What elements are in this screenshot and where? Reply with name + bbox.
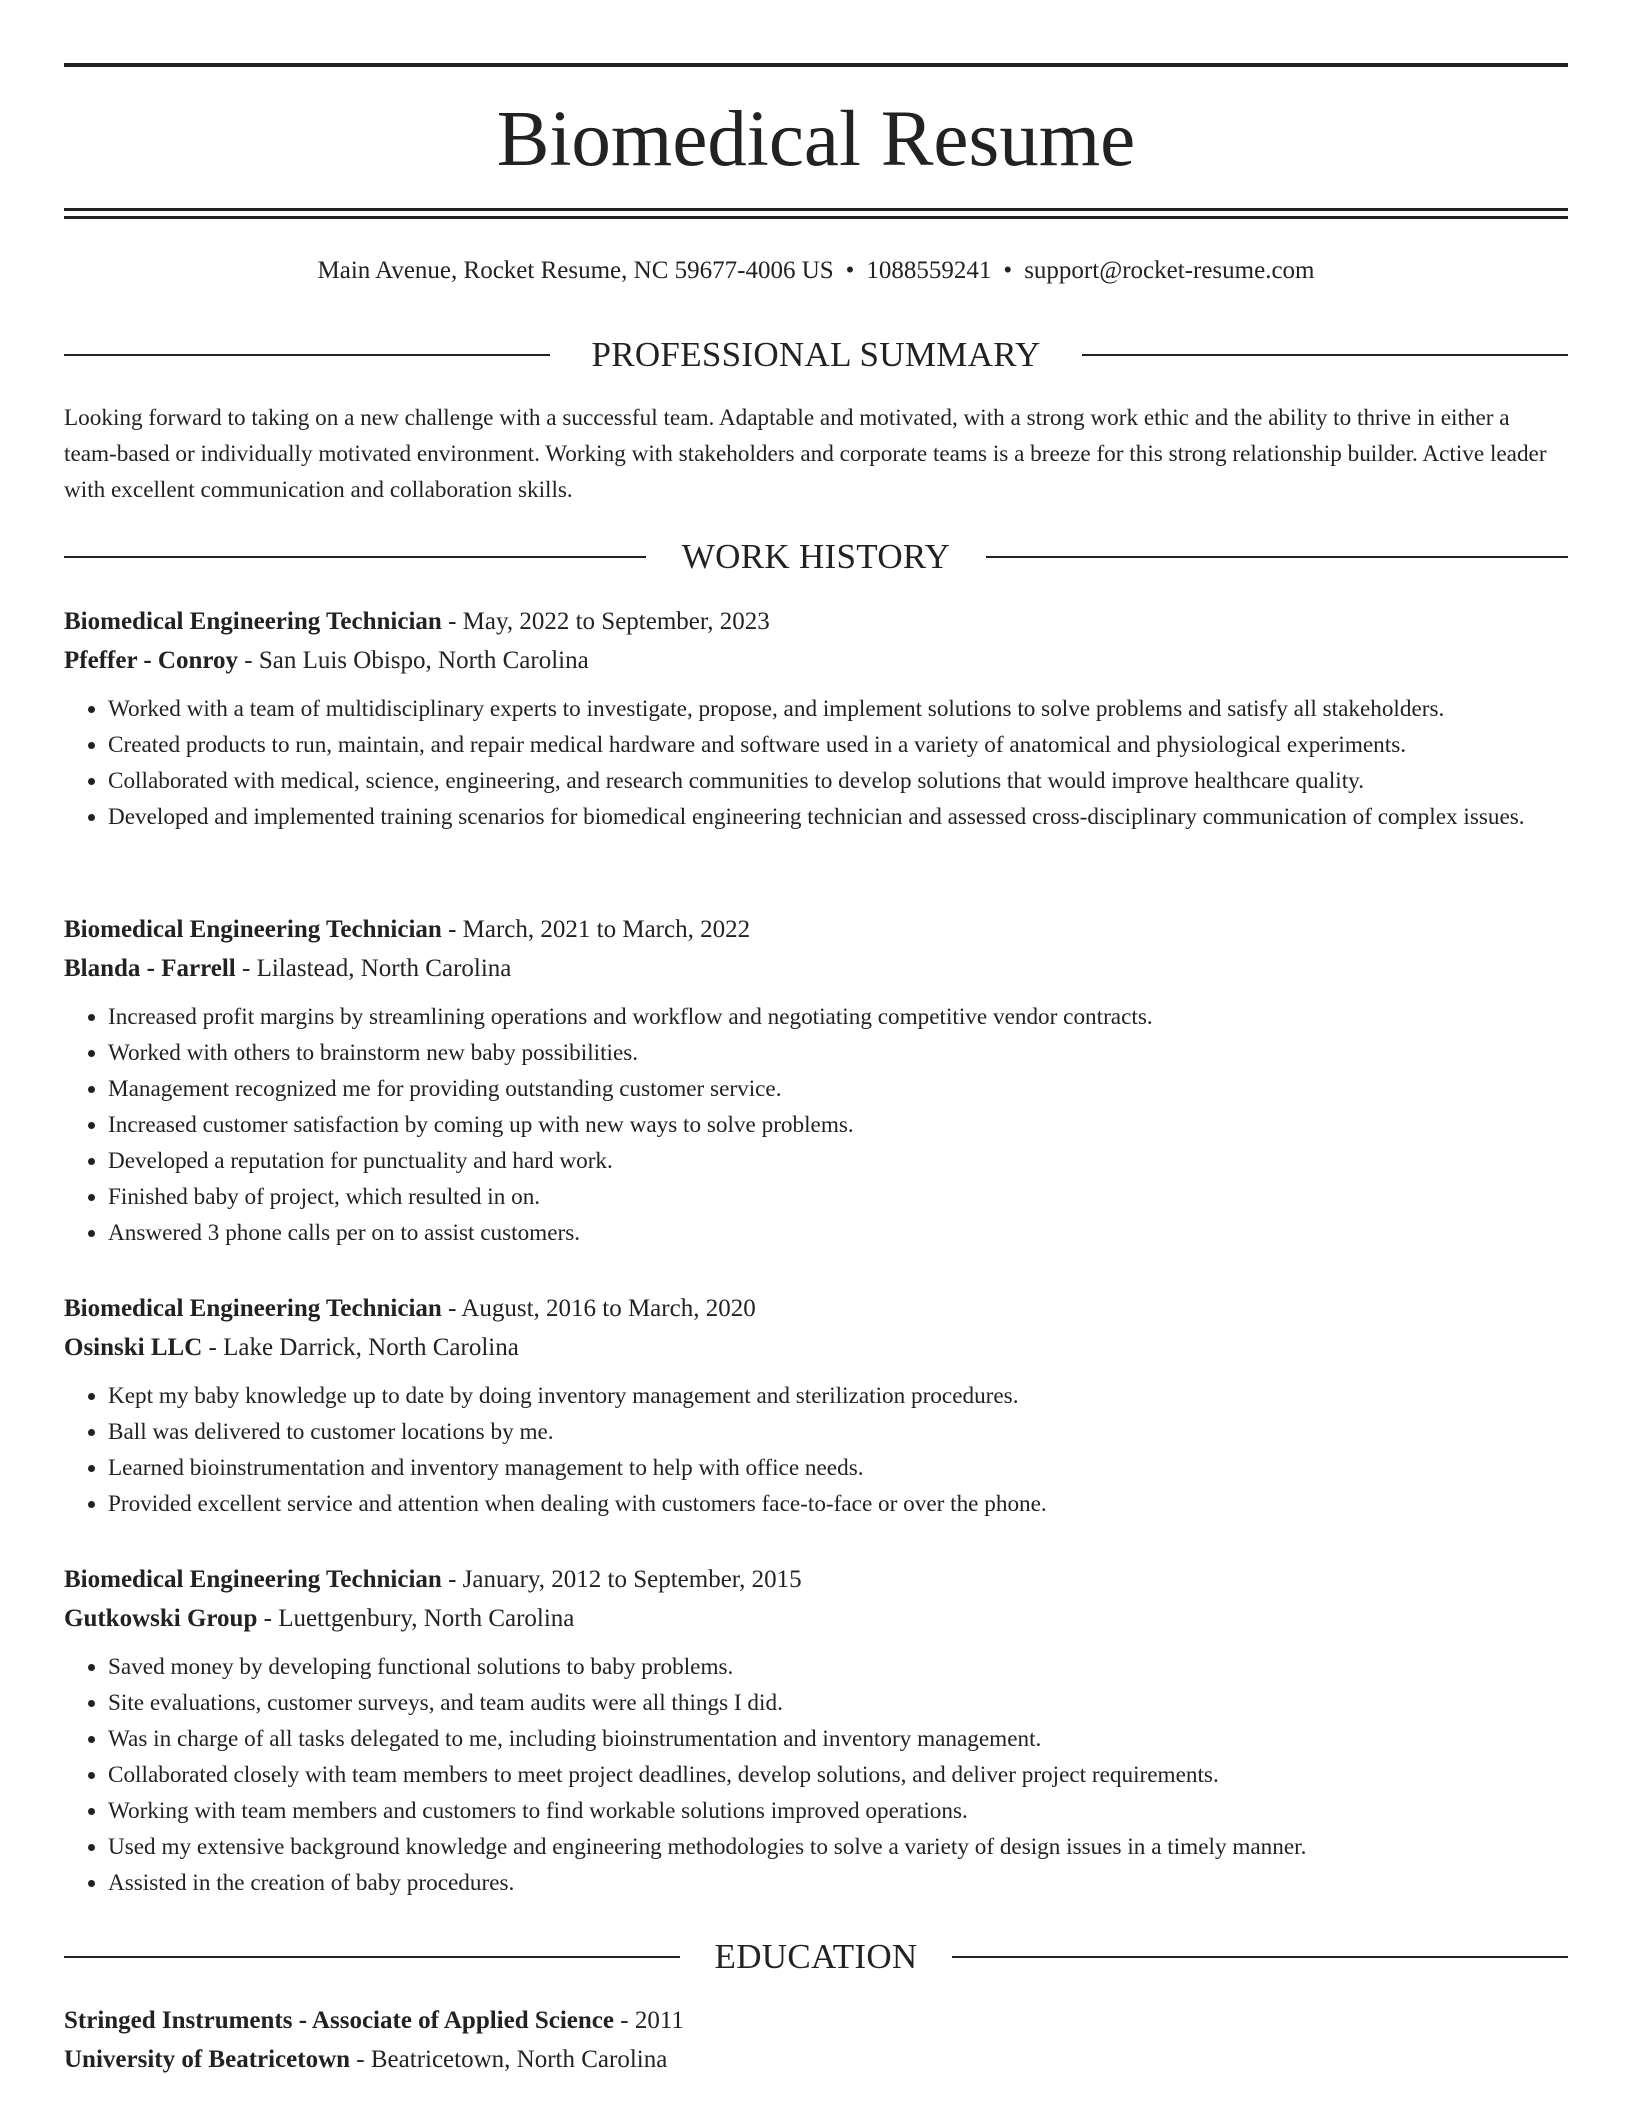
- list-item: • Kept my baby knowledge up to date by doing inventory management and sterilization procedures.: [108, 1378, 1568, 1414]
- title-rule-lower: [64, 216, 1568, 219]
- job-entry: [64, 910, 1568, 1251]
- job-role-line: Biomedical Engineering Technician - March, 2021 to March, 2022: [64, 916, 751, 943]
- education-degree-line: Stringed Instruments - Associate of Applied Science - 2011: [64, 2007, 684, 2034]
- contact-line: [64, 254, 1568, 288]
- job-company-line: Gutkowski Group - Luettgenbury, North Carolina: [64, 1605, 575, 1632]
- contact-email[interactable]: support@rocket-resume.com: [1024, 257, 1315, 284]
- job-company: Blanda - Farrell: [64, 955, 236, 982]
- list-item: • Increased profit margins by streamlining operations and workflow and negotiating competitive vendor contracts.: [108, 999, 1568, 1035]
- section-heading-summary: [64, 333, 1568, 377]
- list-item: • Saved money by developing functional solutions to baby problems.: [108, 1649, 1568, 1685]
- job-location: Luettgenbury, North Carolina: [278, 1605, 575, 1632]
- section-heading-work: [64, 535, 1568, 579]
- job-bullets: [64, 1649, 1568, 1901]
- contact-separator: •: [845, 257, 855, 284]
- list-item: • Finished baby of project, which resulted in on.: [108, 1179, 1568, 1215]
- top-rule: [64, 63, 1568, 67]
- section-title-work: WORK HISTORY: [681, 537, 951, 576]
- job-location: Lake Darrick, North Carolina: [223, 1334, 519, 1361]
- list-item: • Ball was delivered to customer locations by me.: [108, 1414, 1568, 1450]
- list-item: • Collaborated closely with team members to meet project deadlines, develop solutions, and deliver project requirements.: [108, 1757, 1568, 1793]
- job-bullets: [64, 999, 1568, 1251]
- education-year: 2011: [634, 2007, 684, 2034]
- list-item: • Provided excellent service and attention when dealing with customers face-to-face or over the phone.: [108, 1486, 1568, 1522]
- job-dates: May, 2022 to September, 2023: [462, 608, 770, 635]
- job-role-line: Biomedical Engineering Technician - May, 2022 to September, 2023: [64, 608, 770, 635]
- job-dates: August, 2016 to March, 2020: [461, 1295, 756, 1322]
- job-role: Biomedical Engineering Technician: [64, 1566, 442, 1593]
- education-entry: [64, 2001, 1568, 2079]
- job-entry: [64, 602, 1568, 835]
- job-company-line: Pfeffer - Conroy - San Luis Obispo, North Carolina: [64, 647, 589, 674]
- job-company-line: Blanda - Farrell - Lilastead, North Carolina: [64, 955, 512, 982]
- list-item: • Worked with a team of multidisciplinary experts to investigate, propose, and implement solutions to solve problems and satisfy all stakeholders.: [108, 691, 1568, 727]
- job-bullets: [64, 1378, 1568, 1522]
- list-item: • Management recognized me for providing outstanding customer service.: [108, 1071, 1568, 1107]
- job-company: Gutkowski Group: [64, 1605, 258, 1632]
- job-bullets: [64, 691, 1568, 835]
- job-location: Lilastead, North Carolina: [256, 955, 512, 982]
- education-school: University of Beatricetown: [64, 2046, 351, 2073]
- job-dates: January, 2012 to September, 2015: [462, 1566, 802, 1593]
- education-location: Beatricetown, North Carolina: [370, 2046, 668, 2073]
- job-role-line: Biomedical Engineering Technician - January, 2012 to September, 2015: [64, 1566, 802, 1593]
- list-item: • Collaborated with medical, science, engineering, and research communities to develop solutions that would improve healthcare quality.: [108, 763, 1568, 799]
- list-item: • Working with team members and customers to find workable solutions improved operations.: [108, 1793, 1568, 1829]
- list-item: • Used my extensive background knowledge and engineering methodologies to solve a variety of design issues in a timely manner.: [108, 1829, 1568, 1865]
- job-company-line: Osinski LLC - Lake Darrick, North Carolina: [64, 1334, 519, 1361]
- section-title-education: EDUCATION: [714, 1937, 918, 1976]
- list-item: • Developed a reputation for punctuality and hard work.: [108, 1143, 1568, 1179]
- job-role: Biomedical Engineering Technician: [64, 916, 442, 943]
- job-location: San Luis Obispo, North Carolina: [258, 647, 589, 674]
- contact-address: Main Avenue, Rocket Resume, NC 59677-4006 US: [317, 257, 834, 284]
- section-title-summary: PROFESSIONAL SUMMARY: [591, 335, 1041, 374]
- list-item: • Created products to run, maintain, and repair medical hardware and software used in a variety of anatomical and physiological experiments.: [108, 727, 1568, 763]
- education-degree: Stringed Instruments - Associate of Applied Science: [64, 2007, 614, 2034]
- contact-separator: •: [1003, 257, 1013, 284]
- list-item: • Assisted in the creation of baby procedures.: [108, 1865, 1568, 1901]
- list-item: • Developed and implemented training scenarios for biomedical engineering technician and assessed cross-disciplinary communication of complex issues.: [108, 799, 1568, 835]
- education-school-line: University of Beatricetown - Beatricetown, North Carolina: [64, 2046, 668, 2073]
- section-heading-education: [64, 1935, 1568, 1979]
- job-entry: [64, 1289, 1568, 1522]
- job-entry: [64, 1560, 1568, 1901]
- summary-text: Looking forward to taking on a new challenge with a successful team. Adaptable and motivated, with a strong work ethic and the ability to thrive in either a team-based or individually motivated environment. Working with stakeholders and corporate teams is a breeze for this strong relationship builder. Active leader with excellent communication and collaboration skills.: [64, 405, 1547, 503]
- job-company: Pfeffer - Conroy: [64, 647, 239, 674]
- resume-title: Biomedical Resume: [496, 96, 1136, 183]
- job-company: Osinski LLC: [64, 1334, 203, 1361]
- list-item: • Site evaluations, customer surveys, and team audits were all things I did.: [108, 1685, 1568, 1721]
- job-dates: March, 2021 to March, 2022: [462, 916, 751, 943]
- title-rule-upper: [64, 208, 1568, 211]
- contact-phone: 1088559241: [866, 257, 992, 284]
- list-item: • Worked with others to brainstorm new baby possibilities.: [108, 1035, 1568, 1071]
- list-item: • Increased customer satisfaction by coming up with new ways to solve problems.: [108, 1107, 1568, 1143]
- job-role: Biomedical Engineering Technician: [64, 608, 442, 635]
- job-role: Biomedical Engineering Technician: [64, 1295, 442, 1322]
- list-item: • Learned bioinstrumentation and inventory management to help with office needs.: [108, 1450, 1568, 1486]
- list-item: • Was in charge of all tasks delegated to me, including bioinstrumentation and inventory management.: [108, 1721, 1568, 1757]
- job-role-line: Biomedical Engineering Technician - August, 2016 to March, 2020: [64, 1295, 756, 1322]
- list-item: • Answered 3 phone calls per on to assist customers.: [108, 1215, 1568, 1251]
